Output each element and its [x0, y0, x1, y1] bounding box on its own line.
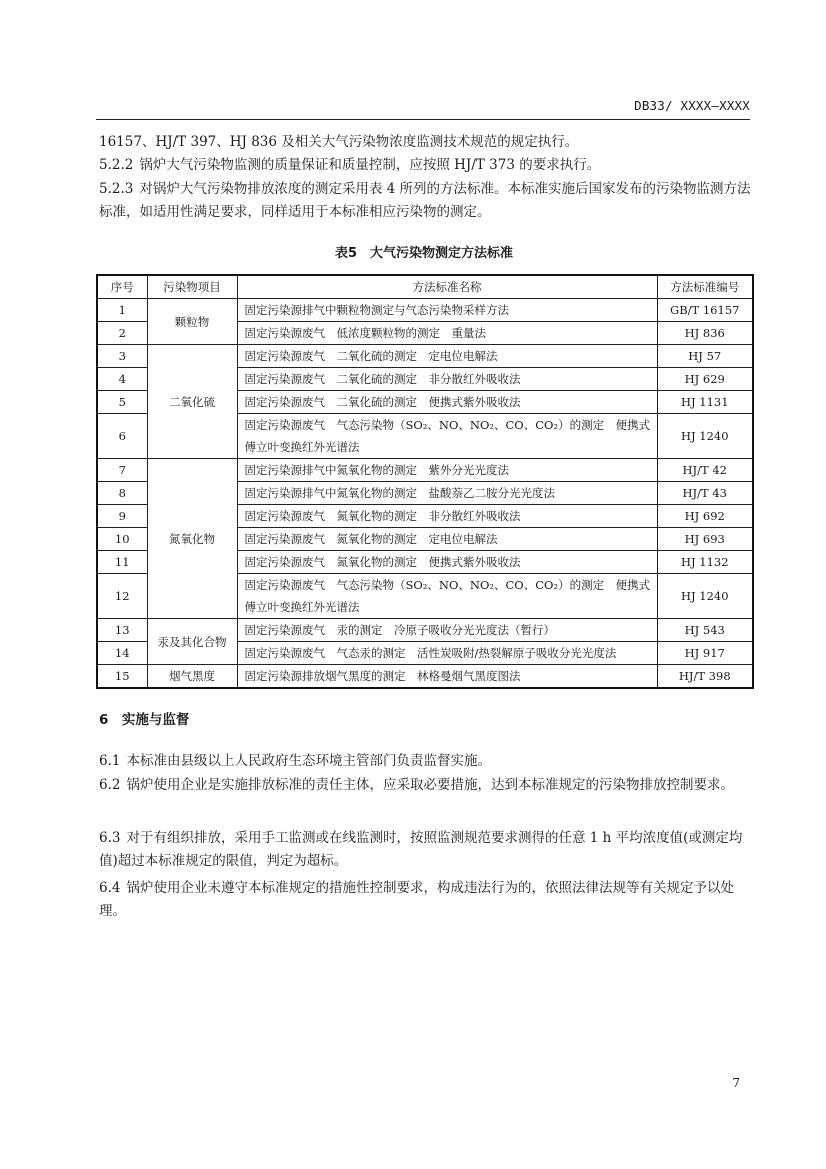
method-code: HJ 1240 [657, 414, 753, 459]
method-name: 固定污染源排气中氮氧化物的测定 盐酸萘乙二胺分光光度法 [237, 482, 657, 505]
row-no: 5 [97, 391, 147, 414]
table-row [97, 299, 753, 322]
paragraph-6-4 [99, 877, 751, 923]
paragraph-text: 对锅炉大气污染物排放浓度的测定采用表 4 所列的方法标准。本标准实施后国家发布的污染物监测方法标准，如适用性满足要求，同样适用于本标准相应污染物的测定。 [99, 181, 751, 220]
row-no: 7 [97, 459, 147, 482]
header-method-code: 方法标准编号 [657, 275, 753, 299]
method-name: 固定污染源废气 气态汞的测定 活性炭吸附/热裂解原子吸收分光光度法 [237, 642, 657, 665]
row-no: 4 [97, 368, 147, 391]
paragraph-text: 锅炉使用企业未遵守本标准规定的措施性控制要求，构成违法行为的，依照法律法规等有关规定予以处理。 [99, 880, 734, 919]
method-code: HJ 692 [657, 505, 753, 528]
method-code: HJ 1131 [657, 391, 753, 414]
section-heading: 6 实施与监督 [99, 712, 190, 728]
method-name: 固定污染源废气 气态污染物（SO₂、NO、NO₂、CO、CO₂）的测定 便携式傅立叶变换红外光谱法 [237, 414, 657, 459]
row-no: 3 [97, 345, 147, 368]
document-code: DB33/ XXXX—XXXX [634, 98, 750, 113]
table-header-row [97, 275, 753, 299]
table-row [97, 665, 753, 689]
row-no: 14 [97, 642, 147, 665]
method-name: 固定污染源排气中氮氧化物的测定 紫外分光光度法 [237, 459, 657, 482]
methods-table [96, 274, 754, 689]
page-number: 7 [732, 1076, 740, 1090]
row-no: 15 [97, 665, 147, 689]
method-name: 固定污染源废气 气态污染物（SO₂、NO、NO₂、CO、CO₂）的测定 便携式傅立叶变换红外光谱法 [237, 574, 657, 619]
row-no: 6 [97, 414, 147, 459]
paragraph-6-3 [99, 827, 751, 873]
pollutant-group: 颗粒物 [147, 299, 237, 345]
clause-number: 6.3 [99, 830, 121, 846]
method-code: HJ 693 [657, 528, 753, 551]
paragraph-text: 对于有组织排放，采用手工监测或在线监测时，按照监测规范要求测得的任意 1 h 平均浓度值(或测定均值)超过本标准规定的限值，判定为超标。 [99, 830, 743, 869]
paragraph-text: 16157、HJ/T 397、HJ 836 及相关大气污染物浓度监测技术规范的规定执行。 [99, 134, 579, 150]
header-method-name: 方法标准名称 [237, 275, 657, 299]
table-row [97, 619, 753, 642]
row-no: 1 [97, 299, 147, 322]
method-code: HJ/T 42 [657, 459, 753, 482]
clause-number: 6.1 [99, 753, 121, 769]
header-divider [96, 119, 750, 120]
pollutant-group: 烟气黑度 [147, 665, 237, 689]
pollutant-group: 汞及其化合物 [147, 619, 237, 665]
pollutant-group: 氮氧化物 [147, 459, 237, 619]
row-no: 2 [97, 322, 147, 345]
method-name: 固定污染源废气 氮氧化物的测定 定电位电解法 [237, 528, 657, 551]
clause-number: 5.2.3 [99, 181, 134, 197]
clause-number: 6.2 [99, 777, 121, 793]
paragraph-text: 锅炉使用企业是实施排放标准的责任主体，应采取必要措施，达到本标准规定的污染物排放控制要求。 [126, 777, 734, 793]
row-no: 10 [97, 528, 147, 551]
method-code: HJ 917 [657, 642, 753, 665]
method-code: HJ 57 [657, 345, 753, 368]
method-name: 固定污染源废气 二氧化硫的测定 非分散红外吸收法 [237, 368, 657, 391]
table-caption: 表5 大气污染物测定方法标准 [334, 246, 514, 261]
method-code: HJ/T 43 [657, 482, 753, 505]
method-code: HJ 543 [657, 619, 753, 642]
clause-number: 6.4 [99, 880, 121, 896]
method-code: HJ 629 [657, 368, 753, 391]
table-row [97, 459, 753, 482]
method-code: HJ 1240 [657, 574, 753, 619]
method-name: 固定污染源废气 二氧化硫的测定 定电位电解法 [237, 345, 657, 368]
method-name: 固定污染源废气 氮氧化物的测定 便携式紫外吸收法 [237, 551, 657, 574]
method-code: GB/T 16157 [657, 299, 753, 322]
pollutant-group: 二氧化硫 [147, 345, 237, 459]
method-name: 固定污染源排放烟气黑度的测定 林格曼烟气黑度图法 [237, 665, 657, 689]
paragraph-text: 本标准由县级以上人民政府生态环境主管部门负责监督实施。 [126, 753, 491, 769]
method-name: 固定污染源废气 汞的测定 冷原子吸收分光光度法（暂行） [237, 619, 657, 642]
row-no: 12 [97, 574, 147, 619]
row-no: 11 [97, 551, 147, 574]
paragraph-text: 锅炉大气污染物监测的质量保证和质量控制，应按照 HJ/T 373 的要求执行。 [139, 157, 601, 173]
method-name: 固定污染源废气 二氧化硫的测定 便携式紫外吸收法 [237, 391, 657, 414]
paragraph-5-2-3 [99, 178, 751, 224]
header-no: 序号 [97, 275, 147, 299]
method-code: HJ 1132 [657, 551, 753, 574]
paragraph-6-2 [99, 774, 751, 797]
paragraph-5-2-2 [99, 154, 751, 177]
paragraph-6-1 [99, 750, 751, 773]
row-no: 13 [97, 619, 147, 642]
method-name: 固定污染源废气 氮氧化物的测定 非分散红外吸收法 [237, 505, 657, 528]
method-name: 固定污染源废气 低浓度颗粒物的测定 重量法 [237, 322, 657, 345]
method-code: HJ 836 [657, 322, 753, 345]
method-code: HJ/T 398 [657, 665, 753, 689]
paragraph-continuation [99, 131, 751, 154]
clause-number: 5.2.2 [99, 157, 134, 173]
row-no: 8 [97, 482, 147, 505]
method-name: 固定污染源排气中颗粒物测定与气态污染物采样方法 [237, 299, 657, 322]
row-no: 9 [97, 505, 147, 528]
header-pollutant: 污染物项目 [147, 275, 237, 299]
table-row [97, 345, 753, 368]
